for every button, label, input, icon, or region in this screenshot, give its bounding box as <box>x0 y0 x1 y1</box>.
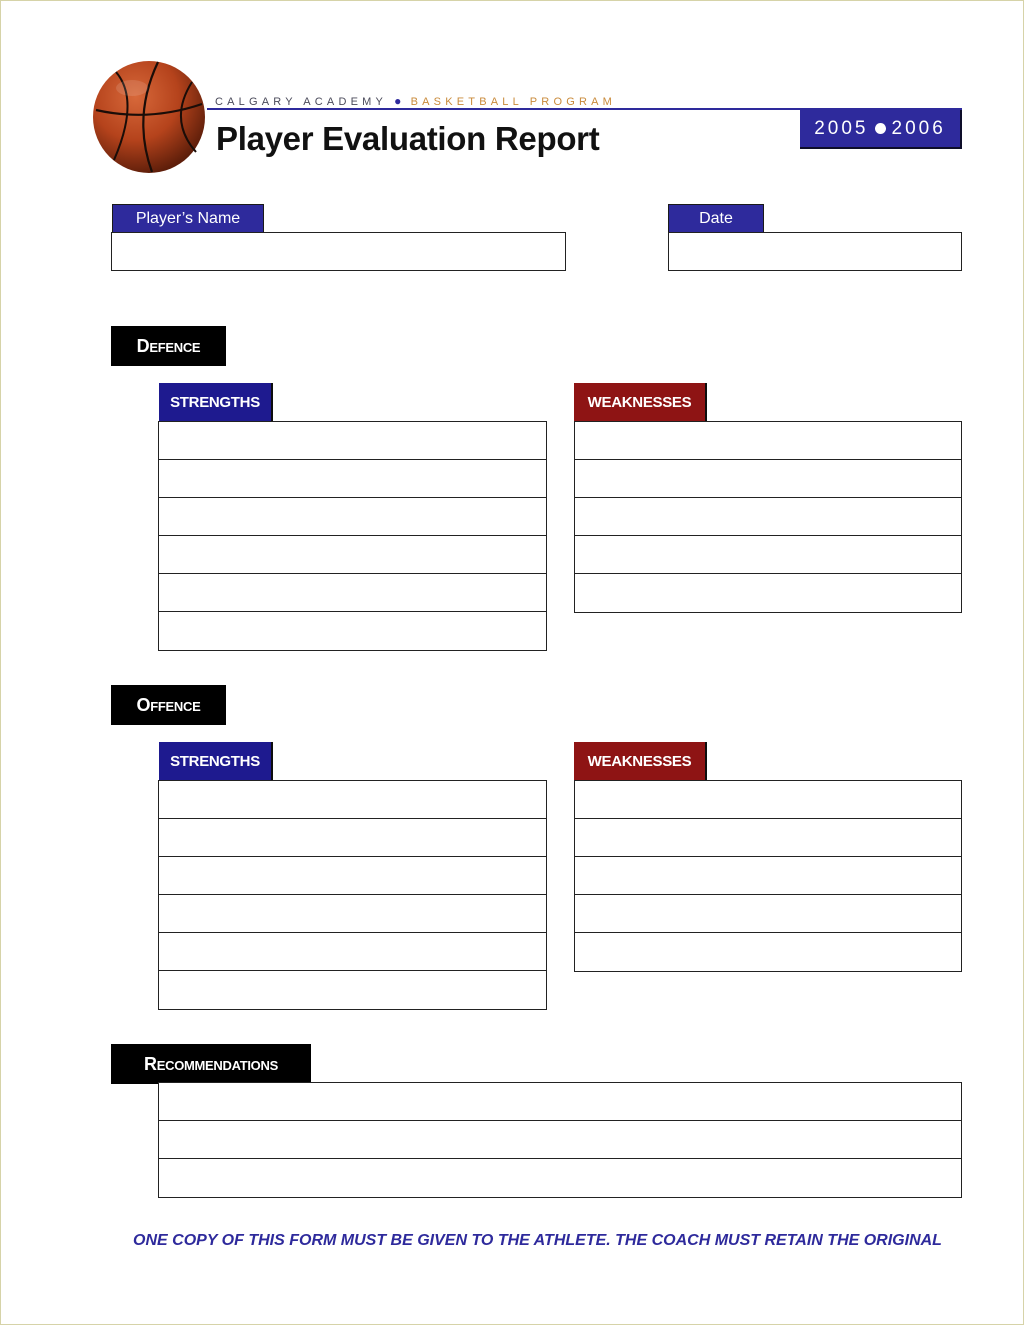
writing-line[interactable] <box>159 460 546 498</box>
offence-strengths-lines[interactable] <box>158 780 547 1010</box>
defence-strengths-lines[interactable] <box>158 421 547 651</box>
writing-line[interactable] <box>159 498 546 536</box>
writing-line[interactable] <box>575 895 961 933</box>
writing-line[interactable] <box>159 1083 961 1121</box>
org-program-name: BASKETBALL PROGRAM <box>410 96 617 108</box>
writing-line[interactable] <box>575 933 961 971</box>
writing-line[interactable] <box>159 1159 961 1197</box>
season-start-year: 2005 <box>814 117 869 139</box>
footer-note: ONE COPY OF THIS FORM MUST BE GIVEN TO THE ATHLETE. THE COACH MUST RETAIN THE ORIGINAL <box>133 1232 942 1249</box>
player-name-field[interactable] <box>111 232 566 271</box>
writing-line[interactable] <box>575 498 961 536</box>
organization-line <box>215 94 616 108</box>
writing-line[interactable] <box>575 422 961 460</box>
offence-weaknesses-tab: WEAKNESSES <box>574 742 707 780</box>
writing-line[interactable] <box>575 781 961 819</box>
writing-line[interactable] <box>575 819 961 857</box>
org-school-name: CALGARY ACADEMY <box>215 96 387 108</box>
defence-strengths-tab: STRENGTHS <box>159 383 273 421</box>
writing-line[interactable] <box>159 422 546 460</box>
writing-line[interactable] <box>159 895 546 933</box>
writing-line[interactable] <box>159 612 546 650</box>
writing-line[interactable] <box>159 971 546 1009</box>
writing-line[interactable] <box>159 1121 961 1159</box>
offence-section-header: Offence <box>111 685 226 725</box>
writing-line[interactable] <box>159 536 546 574</box>
writing-line[interactable] <box>575 536 961 574</box>
writing-line[interactable] <box>575 460 961 498</box>
offence-strengths-tab: STRENGTHS <box>159 742 273 780</box>
defence-weaknesses-lines[interactable] <box>574 421 962 613</box>
season-badge <box>800 110 962 149</box>
page-title: Player Evaluation Report <box>216 120 600 157</box>
org-separator-dot: ● <box>394 94 404 108</box>
writing-line[interactable] <box>159 933 546 971</box>
writing-line[interactable] <box>575 574 961 612</box>
defence-section-header: Defence <box>111 326 226 366</box>
writing-line[interactable] <box>159 857 546 895</box>
writing-line[interactable] <box>159 781 546 819</box>
recommendations-lines[interactable] <box>158 1082 962 1198</box>
writing-line[interactable] <box>159 819 546 857</box>
basketball-icon <box>92 60 206 174</box>
offence-weaknesses-lines[interactable] <box>574 780 962 972</box>
season-end-year: 2006 <box>891 117 946 139</box>
defence-weaknesses-tab: WEAKNESSES <box>574 383 707 421</box>
writing-line[interactable] <box>575 857 961 895</box>
season-separator-dot <box>875 123 886 134</box>
player-name-label: Player’s Name <box>112 204 264 233</box>
date-field[interactable] <box>668 232 962 271</box>
recommendations-section-header: Recommendations <box>111 1044 311 1084</box>
date-label: Date <box>668 204 764 233</box>
writing-line[interactable] <box>159 574 546 612</box>
